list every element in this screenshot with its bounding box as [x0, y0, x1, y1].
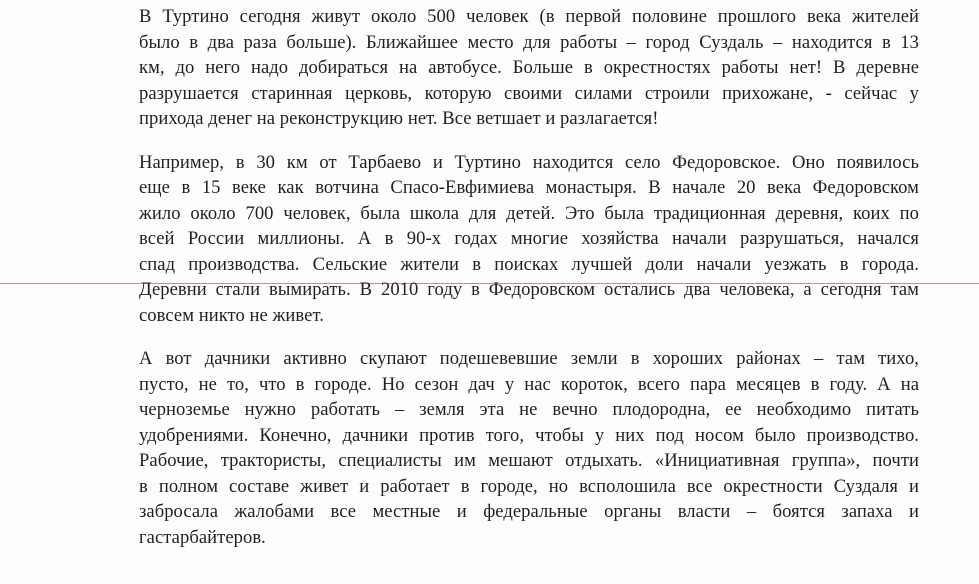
- text-line: всей России миллионы. А в 90-х годах многие хозяйства начали разрушаться, начался: [139, 228, 919, 249]
- text-line: гастарбайтеров.: [139, 526, 266, 548]
- text-line: км, до него надо добираться на автобусе. Больше в окрестностях работы нет! В деревне: [139, 57, 919, 78]
- text-line: жило около 700 человек, была школа для детей. Это была традиционная деревня, коих по: [139, 202, 919, 224]
- text-line: в полном составе живет и работает в городе, но всполошила все окрестности Суздаля и: [139, 475, 919, 497]
- text-line: совсем никто не живет.: [139, 304, 324, 326]
- paragraph-fedorovskoe: [139, 150, 919, 329]
- text-line: удобрениями. Конечно, дачники против того, чтобы у них под носом было производство.: [139, 424, 919, 446]
- paragraph-dachniki: [139, 346, 919, 550]
- text-line: А вот дачники активно скупают подешевевшие земли в хороших районах – там тихо,: [139, 348, 919, 369]
- text-line: прихода денег на реконструкцию нет. Все ветшает и разлагается!: [139, 108, 659, 129]
- text-line: Например, в 30 км от Тарбаево и Туртино находится село Федоровское. Оно появилось: [139, 151, 919, 173]
- text-line: забросала жалобами все местные и федеральные органы власти – боятся запаха и: [139, 501, 919, 522]
- text-line: Деревни стали вымирать. В 2010 году в Федоровском остались два человека, а сегодня там: [139, 279, 919, 300]
- text-line: Рабочие, трактористы, специалисты им мешают отдыхать. «Инициативная группа», почти: [139, 450, 919, 471]
- paragraph-turtino: [139, 4, 919, 132]
- text-line: было в два раза больше). Ближайшее место для работы – город Суздаль – находится в 13: [139, 31, 919, 53]
- text-line: В Туртино сегодня живут около 500 человек (в первой половине прошлого века жителей: [139, 6, 919, 27]
- text-line: черноземье нужно работать – земля эта не вечно плодородна, ее необходимо питать: [139, 399, 919, 420]
- text-line: пусто, не то, что в городе. Но сезон дач у нас короток, всего пара месяцев в году. А на: [139, 373, 919, 395]
- text-line: разрушается старинная церковь, которую своими силами строили прихожане, - сейчас у: [139, 82, 919, 104]
- text-line: спад производства. Сельские жители в поисках лучшей доли начали уезжать в города.: [139, 253, 919, 275]
- article-text: [139, 4, 919, 568]
- text-line: еще в 15 веке как вотчина Спасо-Евфимиева монастыря. В начале 20 века Федоровском: [139, 177, 919, 198]
